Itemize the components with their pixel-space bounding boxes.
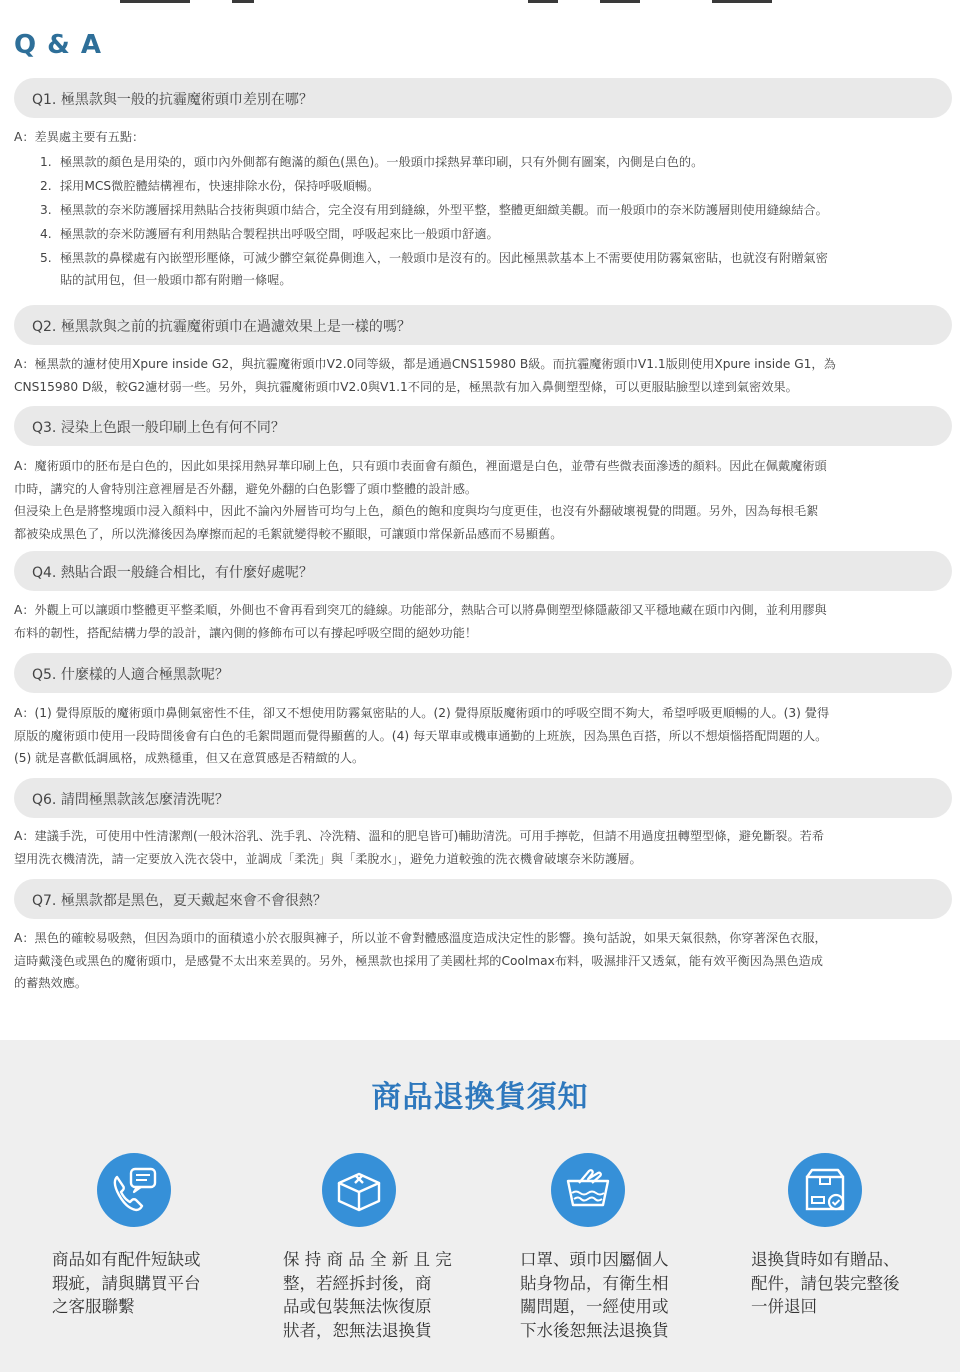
list-number: 4. <box>40 227 52 241</box>
list-text: 極黑款的奈米防護層採用熱貼合技術與頭巾結合，完全沒有用到縫線，外型平整，整體更細緻美觀。而一般頭巾的奈米防護層則使用縫線結合。 <box>60 203 828 217</box>
list-number: 1. <box>40 155 52 169</box>
return-note-line: 口罩、頭巾因屬個人 <box>520 1250 669 1269</box>
return-note-line: 商品如有配件短缺或 <box>52 1250 201 1269</box>
question-bar-q4 <box>14 551 952 591</box>
answer-line: 都被染成黑色了，所以洗滌後因為摩擦而起的毛絮就變得較不顯眼，可讓頭巾常保新品感而不易顯舊。 <box>14 526 563 541</box>
return-note-3 <box>520 1248 669 1342</box>
qa-title: Q & A <box>14 30 103 60</box>
list-number: 2. <box>40 179 52 193</box>
list-number: 5. <box>40 251 52 265</box>
answer-line: 望用洗衣機清洗，請一定要放入洗衣袋中，並調成「柔洗」與「柔脫水」，避免力道較強的洗衣機會破壞奈米防護層。 <box>14 851 642 866</box>
return-note-line: 狀者，恕無法退換貨 <box>283 1320 432 1340</box>
return-note-line: 瑕疵，請與購買平台 <box>52 1273 201 1293</box>
question-text: Q3. 浸染上色跟一般印刷上色有何不同？ <box>32 420 285 436</box>
question-text: Q4. 熱貼合跟一般縫合相比，有什麼好處呢？ <box>32 565 313 581</box>
answer-line: A：黑色的確較易吸熱，但因為頭巾的面積遠小於衣服與褲子，所以並不會對體感溫度造成決定性的影響。換句話說，如果天氣很熱，你穿著深色衣服， <box>14 931 827 945</box>
answer-q3 <box>14 455 954 545</box>
package-check-icon <box>788 1153 862 1227</box>
return-note-line: 貼身物品，有衛生相 <box>520 1273 669 1293</box>
answer-line: 布料的韌性，搭配結構力學的設計，讓內側的修飾布可以有撐起呼吸空間的絕妙功能！ <box>14 625 478 640</box>
return-policy-panel <box>0 1040 960 1372</box>
top-divider-strip <box>0 0 960 3</box>
answer-line: A：外觀上可以讓頭巾整體更平整柔順，外側也不會再看到突兀的縫線。功能部分，熱貼合可以將鼻側塑型條隱蔽卻又平穩地藏在頭巾內側，並利用膠與 <box>14 603 827 617</box>
question-bar-q1 <box>14 78 952 118</box>
question-bar-q6 <box>14 778 952 818</box>
return-note-line: 關問題，一經使用或 <box>520 1297 669 1316</box>
answer-line: A：(1) 覺得原版的魔術頭巾鼻側氣密性不佳，卻又不想使用防霧氣密貼的人。(2) 覺得原版魔術頭巾的呼吸空間不夠大，希望呼吸更順暢的人。(3) 覺得 <box>14 706 830 720</box>
answer-line: A：建議手洗，可使用中性清潔劑(一般沐浴乳、洗手乳、冷洗精、溫和的肥皂皆可)輔助清洗。可用手擰乾，但請不用過度扭轉塑型條，避免斷裂。若希 <box>14 829 825 843</box>
question-text: Q5. 什麼樣的人適合極黑款呢？ <box>32 667 229 683</box>
return-note-4 <box>751 1248 900 1319</box>
return-note-line: 下水後恕無法退換貨 <box>520 1320 669 1340</box>
answer-line: A：魔術頭巾的胚布是白色的，因此如果採用熱昇華印刷上色，只有頭巾表面會有顏色，裡面還是白色，並帶有些微表面滲透的顏料。因此在佩戴魔術頭 <box>14 459 827 473</box>
return-note-line: 一併退回 <box>751 1297 817 1316</box>
return-note-1 <box>52 1248 201 1319</box>
list-text: 採用MCS微腔體結構裡布，快速排除水份，保持呼吸順暢。 <box>60 179 380 193</box>
hand-wash-icon <box>551 1153 625 1227</box>
question-bar-q2 <box>14 305 952 345</box>
return-note-line: 品或包裝無法恢復原 <box>283 1297 432 1316</box>
return-policy-title: 商品退換貨須知 <box>371 1080 589 1115</box>
list-text: 極黑款的鼻樑處有內嵌塑形壓條，可減少髒空氣從鼻側進入，一般頭巾是沒有的。因此極黑款基本上不需要使用防霧氣密貼，也就沒有附贈氣密 <box>60 251 828 265</box>
phone-chat-icon <box>97 1153 171 1227</box>
question-text: Q2. 極黑款與之前的抗霾魔術頭巾在過濾效果上是一樣的嗎？ <box>32 319 411 335</box>
answer-q4 <box>14 599 954 644</box>
answer-line: 但浸染上色是將整塊頭巾浸入顏料中，因此不論內外層皆可均勻上色，顏色的飽和度與均勻度更佳，也沒有外翻破壞視覺的問題。另外，因為每根毛絮 <box>14 504 819 518</box>
answer-line: 這時戴淺色或黑色的魔術頭巾，是感覺不太出來差異的。另外，極黑款也採用了美國杜邦的Coolmax布料，吸濕排汗又透氣，能有效平衡因為黑色造成 <box>14 953 823 968</box>
list-text: 極黑款的奈米防護層有利用熱貼合製程拱出呼吸空間，呼吸起來比一般頭巾舒適。 <box>60 227 499 241</box>
answer-q1-intro <box>14 126 954 149</box>
answer-line: A：極黑款的濾材使用Xpure inside G2，與抗霾魔術頭巾V2.0同等級，都是通過CNS15980 B級。而抗霾魔術頭巾V1.1版則使用Xpure inside G1，為 <box>14 357 836 371</box>
list-text: 貼的試用包，但一般頭巾都有附贈一條喔。 <box>60 273 292 287</box>
question-bar-q3 <box>14 406 952 446</box>
return-note-line: 配件，請包裝完整後 <box>751 1273 900 1293</box>
question-text: Q1. 極黑款與一般的抗霾魔術頭巾差別在哪？ <box>32 92 313 108</box>
list-number: 3. <box>40 203 52 217</box>
return-note-line: 之客服聯繫 <box>52 1297 135 1316</box>
question-bar-q7 <box>14 879 952 919</box>
answer-line: 的蓄熱效應。 <box>14 976 88 990</box>
damaged-box-icon <box>322 1153 396 1227</box>
return-note-line: 保 持 商 品 全 新 且 完 <box>283 1250 452 1269</box>
answer-line: A：差異處主要有五點： <box>14 130 145 144</box>
answer-q2 <box>14 353 954 398</box>
answer-line: CNS15980 D級，較G2濾材弱一些。另外，與抗霾魔術頭巾V2.0與V1.1不同的是，極黑款有加入鼻側塑型條，可以更服貼臉型以達到氣密效果。 <box>14 379 798 394</box>
answer-q7 <box>14 927 954 995</box>
answer-line: 原版的魔術頭巾使用一段時間後會有白色的毛絮問題而覺得顯舊的人。(4) 每天單車或機車通勤的上班族，因為黑色百搭，所以不想煩惱搭配問題的人。 <box>14 728 828 743</box>
answer-line: 巾時，講究的人會特別注意裡層是否外翻，避免外翻的白色影響了頭巾整體的設計感。 <box>14 481 478 496</box>
question-text: Q6. 請問極黑款該怎麼清洗呢？ <box>32 792 229 808</box>
answer-q5 <box>14 702 954 770</box>
answer-line: (5) 就是喜歡低調風格，成熟穩重，但又在意質感是否精緻的人。 <box>14 751 365 765</box>
return-note-line: 退換貨時如有贈品、 <box>751 1250 900 1269</box>
list-text: 極黑款的顏色是用染的，頭巾內外側都有飽滿的顏色(黑色)。一般頭巾採熱昇華印刷，只有外側有圖案，內側是白色的。 <box>60 155 704 169</box>
return-note-line: 整，若經拆封後，商 <box>283 1273 432 1293</box>
question-bar-q5 <box>14 653 952 693</box>
question-text: Q7. 極黑款都是黑色，夏天戴起來會不會很熱？ <box>32 893 327 909</box>
return-note-2 <box>283 1248 452 1342</box>
answer-q6 <box>14 825 954 870</box>
